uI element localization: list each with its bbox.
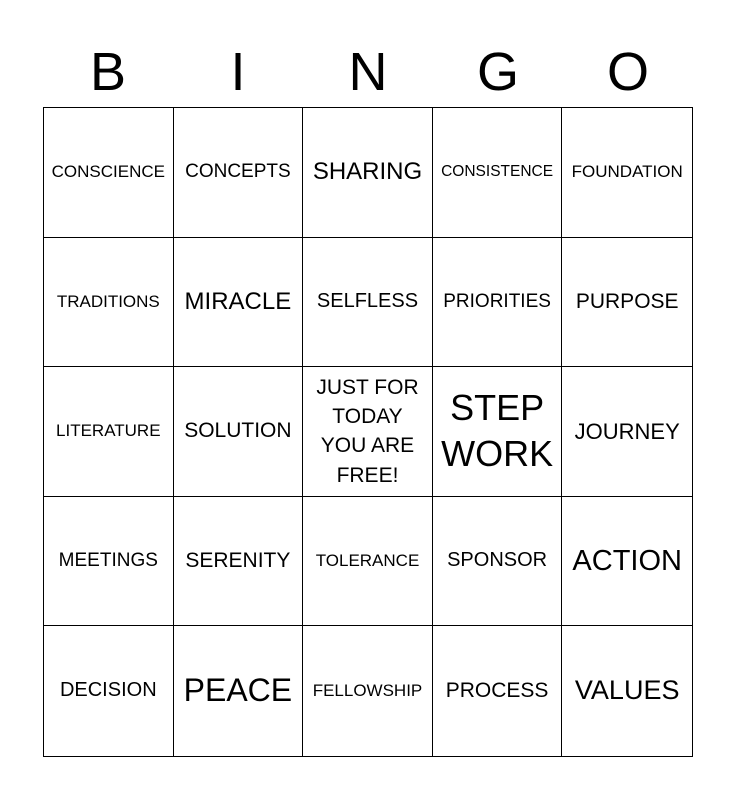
- cell-label: CONCEPTS: [185, 161, 291, 183]
- cell-label: SHARING: [312, 158, 423, 186]
- bingo-cell[interactable]: [44, 108, 174, 238]
- bingo-cell[interactable]: [174, 238, 304, 368]
- header-letter-n: N: [348, 42, 388, 102]
- cell-label: ACTION: [572, 544, 682, 577]
- bingo-cell[interactable]: [44, 497, 174, 627]
- bingo-cell[interactable]: [562, 497, 692, 627]
- cell-label: SERENITY: [185, 548, 291, 572]
- bingo-cell[interactable]: [433, 626, 563, 756]
- bingo-cell[interactable]: [174, 497, 304, 627]
- cell-label: CONSISTENCE: [441, 163, 554, 181]
- cell-label: CONSCIENCE: [51, 162, 165, 182]
- bingo-card: [43, 107, 693, 757]
- cell-label: LITERATURE: [56, 421, 161, 441]
- header-letter-g: G: [476, 42, 519, 102]
- cell-label: PEACE: [183, 672, 293, 709]
- bingo-cell[interactable]: [303, 108, 433, 238]
- cell-label: SPONSOR: [447, 549, 548, 572]
- cell-label: STEP WORK: [441, 387, 554, 475]
- bingo-cell[interactable]: [562, 626, 692, 756]
- bingo-cell[interactable]: [303, 497, 433, 627]
- cell-label: JUST FOR TODAY YOU ARE FREE!: [316, 375, 419, 487]
- bingo-cell[interactable]: [44, 626, 174, 756]
- bingo-cell[interactable]: [303, 626, 433, 756]
- cell-label: FOUNDATION: [571, 162, 683, 182]
- bingo-cell[interactable]: [433, 367, 563, 497]
- bingo-cell[interactable]: [44, 367, 174, 497]
- bingo-cell[interactable]: [44, 238, 174, 368]
- bingo-cell[interactable]: [433, 108, 563, 238]
- cell-label: SELFLESS: [316, 290, 419, 313]
- cell-label: FELLOWSHIP: [312, 681, 423, 701]
- free-space[interactable]: [303, 367, 433, 497]
- cell-label: VALUES: [574, 675, 680, 706]
- cell-label: PRIORITIES: [443, 290, 551, 312]
- cell-label: SOLUTION: [184, 419, 292, 443]
- bingo-cell[interactable]: [562, 367, 692, 497]
- cell-label: DECISION: [59, 679, 157, 702]
- bingo-cell[interactable]: [174, 108, 304, 238]
- bingo-cell[interactable]: [433, 497, 563, 627]
- cell-label: JOURNEY: [574, 418, 680, 444]
- bingo-cell[interactable]: [562, 238, 692, 368]
- bingo-cell[interactable]: [174, 626, 304, 756]
- header-letter-o: O: [606, 42, 649, 102]
- bingo-cell[interactable]: [562, 108, 692, 238]
- bingo-cell[interactable]: [174, 367, 304, 497]
- bingo-header: [43, 38, 693, 106]
- bingo-cell[interactable]: [433, 238, 563, 368]
- cell-label: MIRACLE: [184, 287, 292, 315]
- cell-label: PURPOSE: [575, 289, 679, 313]
- cell-label: PROCESS: [445, 678, 549, 702]
- cell-label: TOLERANCE: [315, 551, 420, 571]
- cell-label: MEETINGS: [58, 549, 158, 571]
- bingo-cell[interactable]: [303, 238, 433, 368]
- header-letter-b: B: [89, 42, 127, 102]
- cell-label: TRADITIONS: [56, 291, 160, 311]
- header-letter-i: I: [230, 42, 246, 102]
